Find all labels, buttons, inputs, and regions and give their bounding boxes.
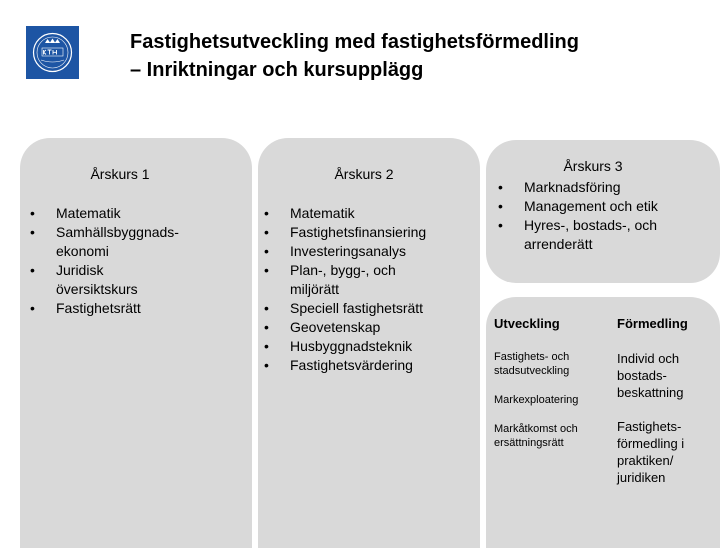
formedling-course: Fastighets-förmedling i praktiken/ juridiken (617, 419, 685, 485)
list-item: • Investeringsanalys (264, 242, 470, 261)
year1-course-list (30, 204, 220, 318)
utveckling-course: Markexploatering (494, 394, 579, 406)
list-item: • Hyres-, bostads-, och arrenderätt (498, 216, 694, 254)
utveckling-course: Markåtkomst och ersättningsrätt (494, 423, 578, 449)
list-item: • Juridisk översiktskurs (30, 261, 186, 299)
list-item: • Husbyggnadsteknik (264, 337, 470, 356)
list-item: • Fastighetsfinansiering (264, 223, 470, 242)
formedling-heading: Förmedling (617, 316, 688, 331)
list-item: • Fastighetsvärdering (264, 356, 470, 375)
year2-course-list (264, 204, 470, 375)
list-item: • Speciell fastighetsrätt (264, 299, 470, 318)
list-item: • Management och etik (498, 197, 698, 216)
list-item: • Fastighetsrätt (30, 299, 220, 318)
list-item: • Geovetenskap (264, 318, 470, 337)
title-line-1: Fastighetsutveckling med fastighetsförmedling (130, 31, 579, 53)
formedling-course: Individ och bostads-beskattning (617, 351, 684, 400)
title-line-2: – Inriktningar och kursupplägg (130, 59, 424, 81)
utveckling-course: Fastighets- och stadsutveckling (494, 351, 570, 377)
year3-course-list (498, 178, 698, 254)
utveckling-heading: Utveckling (494, 316, 560, 331)
year2-heading: Årskurs 2 (334, 166, 394, 182)
kth-logo-icon (26, 26, 79, 79)
list-item: • Matematik (264, 204, 470, 223)
year1-heading: Årskurs 1 (90, 166, 150, 182)
list-item: • Plan-, bygg-, och miljörätt (264, 261, 420, 299)
list-item: • Matematik (30, 204, 220, 223)
list-item: • Marknadsföring (498, 178, 698, 197)
list-item: • Samhällsbyggnads-ekonomi (30, 223, 208, 261)
year1-panel (20, 138, 252, 548)
year3-heading: Årskurs 3 (563, 158, 623, 174)
page-title (130, 28, 700, 84)
